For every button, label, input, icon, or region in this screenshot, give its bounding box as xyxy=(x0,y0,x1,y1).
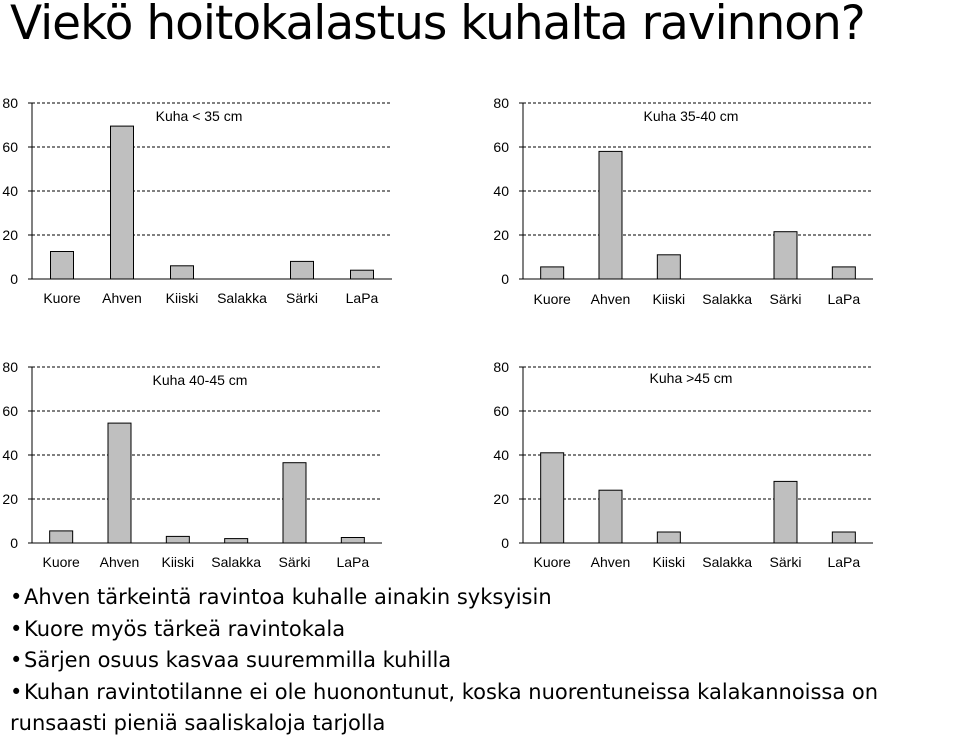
y-tick-label: 20 xyxy=(2,227,18,243)
y-tick-label: 40 xyxy=(493,447,509,463)
x-tick-label: Kiiski xyxy=(165,290,199,306)
chart-title: Kuha >45 cm xyxy=(649,370,733,386)
bar-kuore xyxy=(50,531,73,543)
y-tick-label: 60 xyxy=(2,403,18,419)
x-tick-label: Ahven xyxy=(590,554,631,570)
x-tick-label: Särki xyxy=(286,290,318,306)
y-tick-label: 60 xyxy=(2,139,18,155)
page-title: Viekö hoitokalastus kuhalta ravinnon? xyxy=(10,0,865,51)
bar-kiiski xyxy=(657,532,680,543)
bar-lapa xyxy=(341,538,364,544)
y-tick-label: 20 xyxy=(493,227,509,243)
chart-kuha-yli-45 xyxy=(493,359,873,570)
x-tick-label: Kuore xyxy=(42,554,80,570)
bar-lapa xyxy=(351,270,374,279)
x-tick-label: Kuore xyxy=(533,554,571,570)
x-tick-label: LaPa xyxy=(336,554,370,570)
chart-title: Kuha 35-40 cm xyxy=(643,108,739,124)
y-tick-label: 40 xyxy=(2,183,18,199)
x-tick-label: LaPa xyxy=(827,554,861,570)
x-tick-label: Ahven xyxy=(590,291,631,307)
chart-title: Kuha 40-45 cm xyxy=(152,372,248,388)
x-tick-label: Salakka xyxy=(211,554,262,570)
bar-särki xyxy=(774,232,797,279)
bullet-item-sarki: • Särjen osuus kasvaa suuremmilla kuhilla xyxy=(10,645,955,677)
bar-lapa xyxy=(832,267,855,279)
x-tick-label: Kiiski xyxy=(652,291,686,307)
x-tick-label: Ahven xyxy=(102,290,142,306)
x-tick-label: Kiiski xyxy=(652,554,686,570)
y-tick-label: 40 xyxy=(2,447,18,463)
bar-kuore xyxy=(51,252,74,280)
x-tick-label: Kiiski xyxy=(161,554,195,570)
y-tick-label: 60 xyxy=(493,139,509,155)
bar-ahven xyxy=(599,490,622,543)
y-tick-label: 40 xyxy=(493,183,509,199)
bullet-item-kuore: • Kuore myös tärkeä ravintokala xyxy=(10,614,955,646)
bullet-item-ahven: • Ahven tärkeintä ravintoa kuhalle ainakin syksyisin xyxy=(10,582,955,614)
x-tick-label: LaPa xyxy=(827,291,861,307)
bullet-item-ravintotilanne: • Kuhan ravintotilanne ei ole huonontunut, koska nuorentuneissa kalakannoissa on runsaasti pieniä saaliskaloja tarjolla xyxy=(10,677,955,740)
bullet-list xyxy=(10,582,955,740)
x-tick-label: Särki xyxy=(278,554,311,570)
y-tick-label: 80 xyxy=(493,359,509,375)
x-tick-label: Salakka xyxy=(702,554,753,570)
y-tick-label: 80 xyxy=(2,359,18,375)
bar-kiiski xyxy=(171,266,194,279)
bar-särki xyxy=(291,261,314,279)
x-tick-label: Särki xyxy=(769,554,802,570)
x-tick-label: Kuore xyxy=(43,290,81,306)
y-tick-label: 60 xyxy=(493,403,509,419)
y-tick-label: 20 xyxy=(493,491,509,507)
y-tick-label: 0 xyxy=(501,271,509,287)
y-tick-label: 20 xyxy=(2,491,18,507)
y-tick-label: 0 xyxy=(10,535,18,551)
x-tick-label: LaPa xyxy=(345,290,379,306)
x-tick-label: Kuore xyxy=(533,291,571,307)
chart-kuha-35-40 xyxy=(493,95,873,307)
bar-ahven xyxy=(111,126,134,279)
bar-särki xyxy=(774,481,797,543)
bar-ahven xyxy=(599,151,622,279)
bar-salakka xyxy=(225,539,248,543)
x-tick-label: Salakka xyxy=(217,290,267,306)
bar-särki xyxy=(283,463,306,543)
y-tick-label: 80 xyxy=(493,95,509,111)
bar-kiiski xyxy=(657,255,680,279)
bar-kuore xyxy=(541,453,564,543)
bar-lapa xyxy=(832,532,855,543)
x-tick-label: Salakka xyxy=(702,291,753,307)
chart-kuha-alle-35 xyxy=(2,95,392,306)
bar-kiiski xyxy=(166,536,189,543)
chart-title: Kuha < 35 cm xyxy=(155,108,243,124)
y-tick-label: 80 xyxy=(2,95,18,111)
bar-ahven xyxy=(108,423,131,543)
x-tick-label: Ahven xyxy=(99,554,140,570)
y-tick-label: 0 xyxy=(501,535,509,551)
bar-kuore xyxy=(541,267,564,279)
chart-kuha-40-45 xyxy=(2,359,382,570)
y-tick-label: 0 xyxy=(10,271,18,287)
x-tick-label: Särki xyxy=(769,291,802,307)
